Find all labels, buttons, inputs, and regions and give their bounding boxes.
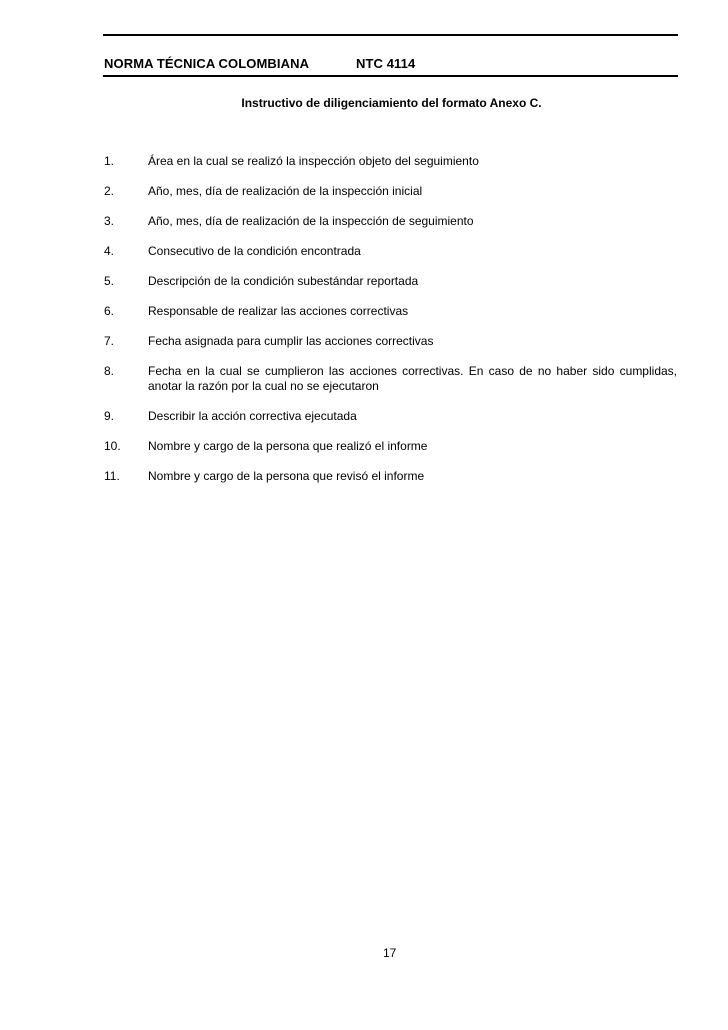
item-number: 6.	[104, 304, 115, 318]
document-header	[104, 56, 416, 71]
header-bottom-rule	[103, 75, 678, 77]
item-number: 10.	[104, 439, 121, 453]
item-text: Año, mes, día de realización de la inspección inicial	[148, 184, 423, 198]
list-item	[104, 304, 677, 334]
list-item	[104, 439, 677, 469]
list-item	[104, 469, 677, 499]
list-item	[104, 409, 677, 439]
item-text: Consecutivo de la condición encontrada	[148, 244, 361, 258]
standard-code: NTC 4114	[356, 56, 416, 71]
list-item	[104, 214, 677, 244]
list-item	[104, 184, 677, 214]
item-text: Descripción de la condición subestándar reportada	[148, 274, 419, 288]
item-number: 4.	[104, 244, 115, 258]
item-number: 3.	[104, 214, 115, 228]
page-number: 17	[383, 946, 397, 960]
item-number: 5.	[104, 274, 115, 288]
section-title: Instructivo de diligenciamiento del formato Anexo C.	[241, 96, 542, 110]
list-item	[104, 364, 677, 409]
item-text: Fecha asignada para cumplir las acciones correctivas	[148, 334, 434, 348]
item-text: Nombre y cargo de la persona que realizó el informe	[148, 439, 428, 453]
item-text: Nombre y cargo de la persona que revisó el informe	[148, 469, 425, 483]
item-number: 1.	[104, 154, 115, 168]
item-number: 2.	[104, 184, 115, 198]
list-item	[104, 154, 677, 184]
item-text: Responsable de realizar las acciones correctivas	[148, 304, 409, 318]
list-item	[104, 244, 677, 274]
item-number: 8.	[104, 364, 115, 378]
item-text: Fecha en la cual se cumplieron las acciones correctivas. En caso de no haber sido cumplidas, anotar la razón por la cual no se ejecutaron	[148, 364, 677, 393]
item-number: 9.	[104, 409, 115, 423]
header-top-rule	[103, 34, 678, 36]
list-item	[104, 334, 677, 364]
item-number: 11.	[104, 469, 120, 483]
standard-name: NORMA TÉCNICA COLOMBIANA	[104, 56, 310, 71]
list-item	[104, 274, 677, 304]
instruction-list	[104, 154, 677, 499]
item-number: 7.	[104, 334, 115, 348]
item-text: Área en la cual se realizó la inspección objeto del seguimiento	[148, 154, 479, 168]
item-text: Describir la acción correctiva ejecutada	[148, 409, 357, 423]
item-text: Año, mes, día de realización de la inspección de seguimiento	[148, 214, 474, 228]
